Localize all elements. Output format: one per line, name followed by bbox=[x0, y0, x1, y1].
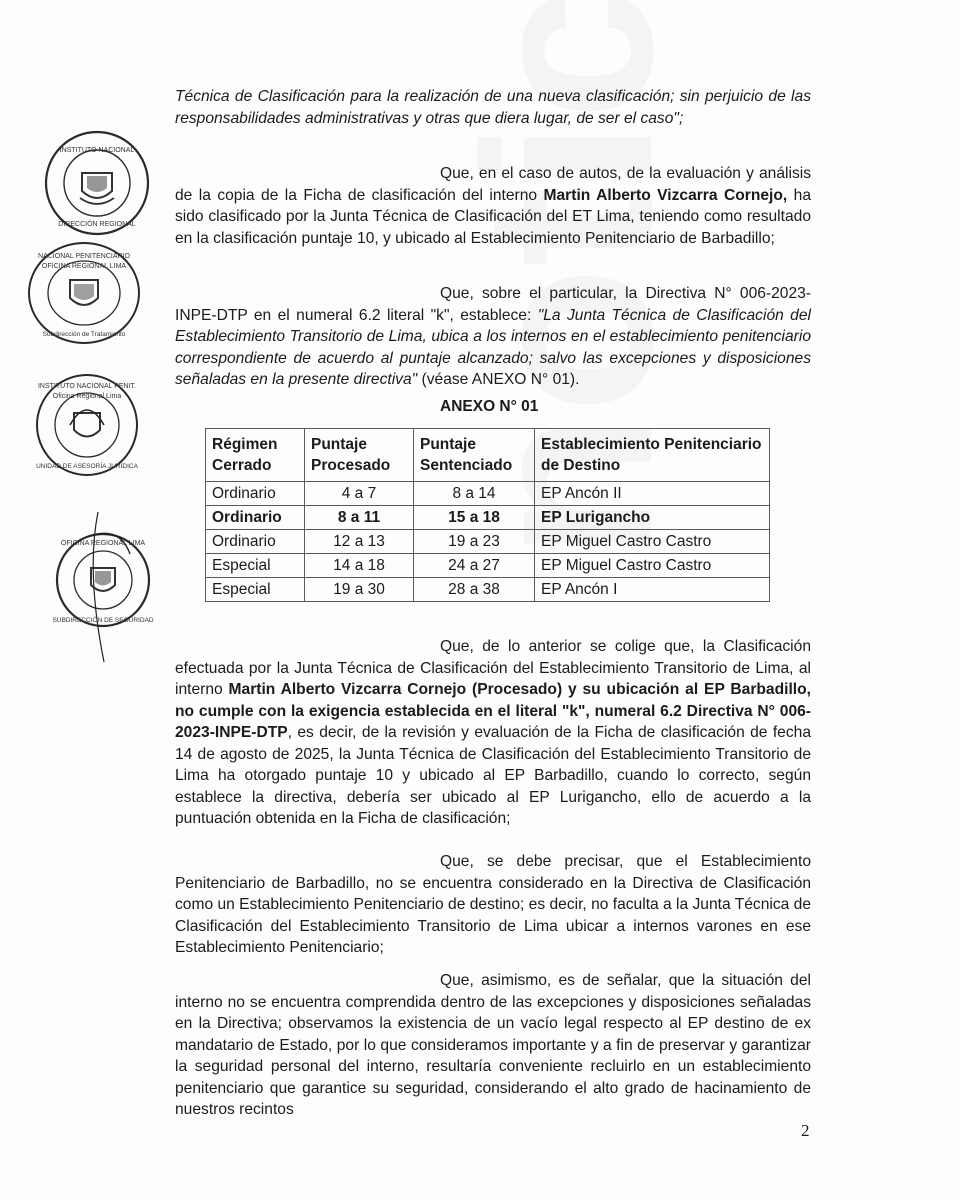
intro-paragraph bbox=[175, 86, 811, 129]
paragraph-5-text: Que, asimismo, es de señalar, que la situación del interno no se encuentra comprendida dentro de las excepciones y disposiciones señaladas en la Directiva; observamos la existencia de un vacío legal respecto al EP destino de ex mandatario de Estado, por lo que consideramos importante y a fin de preservar y garantizar la seguridad personal del interno, resultaría conveniente recluirlo en un establecimiento penitenciario que garantice su seguridad, considerando el alto grado de hacinamiento de nuestros recintos bbox=[175, 972, 811, 1118]
directive-quote: "La Junta Técnica de Clasificación del Establecimiento Transitorio de Lima, ubica a los internos en el establecimiento penitenciario correspondiente de acuerdo al puntaje alcanzado; salvo las excepciones y disposiciones señaladas en la presente directiva" bbox=[175, 306, 811, 388]
svg-text:SUBDIRECCIÓN DE SEGURIDAD: SUBDIRECCIÓN DE SEGURIDAD bbox=[52, 617, 154, 624]
svg-text:UNIDAD DE ASESORÍA JURÍDICA: UNIDAD DE ASESORÍA JURÍDICA bbox=[36, 463, 138, 470]
paragraph-2 bbox=[175, 283, 811, 391]
paragraph-2-text-b: (véase ANEXO N° 01). bbox=[417, 371, 580, 388]
cell-procesado: 12 a 13 bbox=[305, 530, 414, 554]
table-row bbox=[206, 482, 770, 506]
paragraph-1 bbox=[175, 163, 811, 249]
cell-establecimiento: EP Ancón I bbox=[535, 578, 770, 602]
svg-text:NACIONAL PENITENCIARIO: NACIONAL PENITENCIARIO bbox=[38, 253, 130, 260]
paragraph-4 bbox=[175, 851, 811, 959]
cell-establecimiento: EP Miguel Castro Castro bbox=[535, 554, 770, 578]
paragraph-3-text-b: , es decir, de la revisión y evaluación de la Ficha de clasificación de fecha 14 de agosto de 2025, la Junta Técnica de Clasificación del Establecimiento Transitorio de Lima ha otorgado puntaje 10 y ubicado al EP Barbadillo, cuando lo correcto, según establece la directiva, debería ser ubicado al EP Lurigancho, ello de acuerdo a la puntuación obtenida en la Ficha de clasificación; bbox=[175, 724, 811, 827]
paragraph-3-bold: Martin Alberto Vizcarra Cornejo (Procesado) y su ubicación al EP Barbadillo, no cumple con la exigencia establecida en el literal "k", numeral 6.2 Directiva N° 006-2023-INPE-DTP bbox=[175, 681, 811, 741]
paragraph-3 bbox=[175, 636, 811, 830]
anexo-table bbox=[205, 428, 770, 602]
svg-text:OFICINA REGIONAL LIMA: OFICINA REGIONAL LIMA bbox=[41, 263, 127, 270]
cell-procesado: 14 a 18 bbox=[305, 554, 414, 578]
svg-text:DIRECCIÓN REGIONAL: DIRECCIÓN REGIONAL bbox=[58, 221, 136, 228]
table-header-row bbox=[206, 429, 770, 482]
paragraph-1-text-b: ha sido clasificado por la Junta Técnica de Clasificación del ET Lima, teniendo como resultado en la clasificación puntaje 10, y ubicado al Establecimiento Penitenciario de Barbadillo; bbox=[175, 186, 811, 247]
anexo-title: ANEXO N° 01 bbox=[440, 398, 539, 415]
header-establecimiento: Establecimiento Penitenciario de Destino bbox=[535, 429, 770, 482]
stamp-direccion-regional bbox=[42, 128, 152, 238]
paragraph-5 bbox=[175, 970, 811, 1121]
table-row bbox=[206, 554, 770, 578]
page-number: 2 bbox=[801, 1121, 810, 1140]
svg-text:INSTITUTO NACIONAL PENIT.: INSTITUTO NACIONAL PENIT. bbox=[37, 383, 137, 390]
svg-text:INSTITUTO NACIONAL: INSTITUTO NACIONAL bbox=[59, 147, 135, 154]
stamp-asesoria-juridica bbox=[30, 370, 145, 480]
header-puntaje-procesado: Puntaje Procesado bbox=[305, 429, 414, 482]
cell-sentenciado: 15 a 18 bbox=[414, 506, 535, 530]
cell-establecimiento: EP Ancón II bbox=[535, 482, 770, 506]
cell-sentenciado: 28 a 38 bbox=[414, 578, 535, 602]
cell-sentenciado: 19 a 23 bbox=[414, 530, 535, 554]
header-puntaje-sentenciado: Puntaje Sentenciado bbox=[414, 429, 535, 482]
cell-establecimiento: EP Lurigancho bbox=[535, 506, 770, 530]
cell-regimen: Especial bbox=[206, 578, 305, 602]
stamp-subdireccion-seguridad bbox=[50, 510, 160, 670]
cell-regimen: Ordinario bbox=[206, 530, 305, 554]
paragraph-3-text-a: Que, de lo anterior se colige que, la Clasificación efectuada por la Junta Técnica de Clasificación del Establecimiento Transitorio de Lima, al interno bbox=[175, 638, 811, 698]
table-row bbox=[206, 530, 770, 554]
stamp-oficina-regional-lima bbox=[24, 238, 144, 348]
cell-regimen: Ordinario bbox=[206, 482, 305, 506]
header-regimen: Régimen Cerrado bbox=[206, 429, 305, 482]
table-row bbox=[206, 578, 770, 602]
inmate-name: Martin Alberto Vizcarra Cornejo, bbox=[543, 186, 788, 204]
svg-text:OFICINA REGIONAL LIMA: OFICINA REGIONAL LIMA bbox=[60, 540, 146, 547]
paragraph-2-text-a: Que, sobre el particular, la Directiva N° 006-2023-INPE-DTP en el numeral 6.2 literal "k", establece: bbox=[175, 285, 811, 324]
paragraph-4-text: Que, se debe precisar, que el Establecimiento Penitenciario de Barbadillo, no se encuentra considerado en la Directiva de Clasificación como un Establecimiento Penitenciario de destino; es decir, no faculta a la Junta Técnica de Clasificación del Establecimiento Transitorio de Lima ubicar a internos varones en ese Establecimiento Penitenciario; bbox=[175, 853, 811, 956]
svg-text:Subdirección de Tratamiento: Subdirección de Tratamiento bbox=[42, 331, 126, 338]
cell-establecimiento: EP Miguel Castro Castro bbox=[535, 530, 770, 554]
table-row-highlighted bbox=[206, 506, 770, 530]
cell-procesado: 19 a 30 bbox=[305, 578, 414, 602]
cell-procesado: 8 a 11 bbox=[305, 506, 414, 530]
cell-regimen: Especial bbox=[206, 554, 305, 578]
cell-sentenciado: 8 a 14 bbox=[414, 482, 535, 506]
svg-text:Oficina Regional Lima: Oficina Regional Lima bbox=[52, 393, 122, 400]
cell-regimen: Ordinario bbox=[206, 506, 305, 530]
quote-continuation: Técnica de Clasificación para la realización de una nueva clasificación; sin perjuicio de las responsabilidades administrativas y otras que diera lugar, de ser el caso"; bbox=[175, 88, 811, 127]
cell-sentenciado: 24 a 27 bbox=[414, 554, 535, 578]
paragraph-1-text-a: Que, en el caso de autos, de la evaluación y análisis de la copia de la Ficha de clasificación del interno bbox=[175, 165, 811, 204]
cell-procesado: 4 a 7 bbox=[305, 482, 414, 506]
